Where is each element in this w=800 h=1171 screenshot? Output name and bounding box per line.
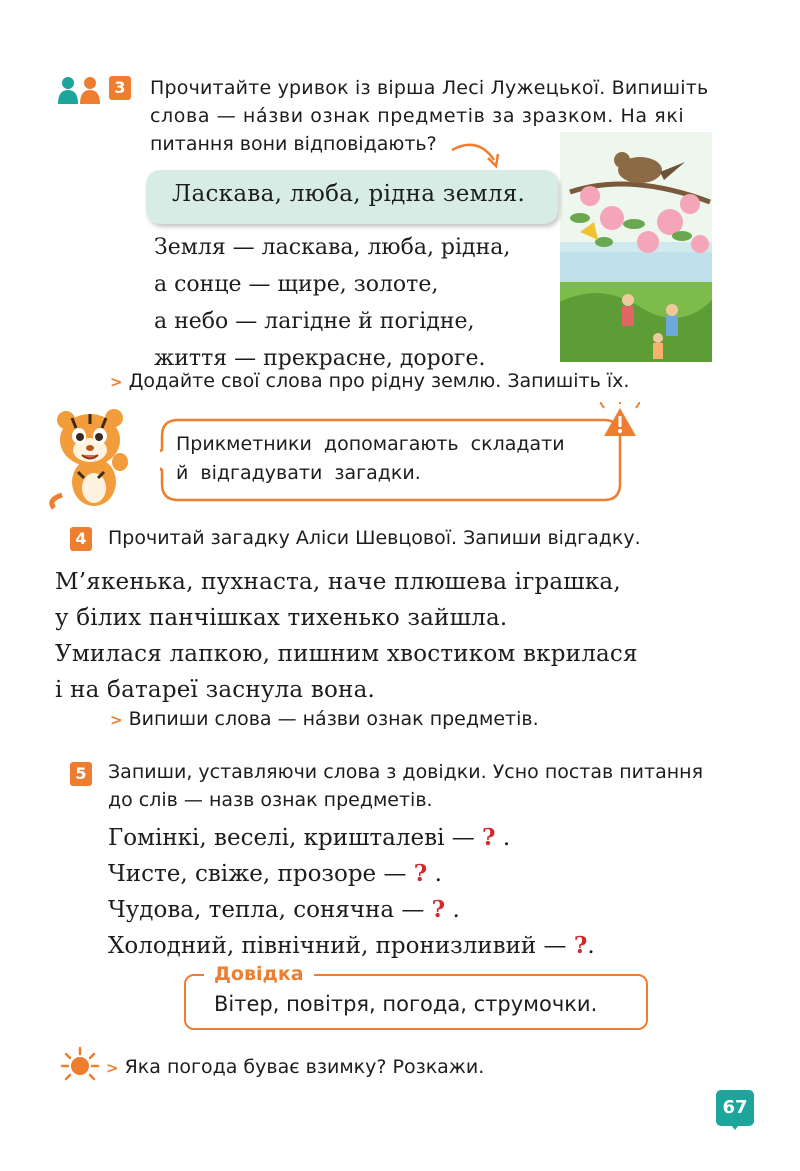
sentence-1	[108, 820, 595, 856]
riddle-line-4: і на батареї заснула вона.	[55, 677, 376, 703]
page-number: 67	[722, 1097, 748, 1118]
task-4-subtask-text: Випиши слова — на́зви ознак предметів.	[128, 708, 539, 730]
poem-line-4: життя — прекрасне, дороге.	[154, 346, 486, 371]
bottom-question-text: Яка погода буває взимку? Розкажи.	[124, 1056, 485, 1078]
warning-icon	[600, 402, 640, 438]
chevron-right-icon: >	[106, 1059, 119, 1077]
chevron-right-icon: >	[110, 373, 123, 391]
task-5-number: 5	[70, 762, 92, 786]
tip-line-1: Прикметники допомагають складати	[176, 433, 565, 455]
curved-arrow-icon	[448, 136, 504, 172]
task-5-line-1: Запиши, уставляючи слова з довідки. Усно постав питання	[108, 761, 704, 783]
sentence-1-end: .	[495, 825, 511, 851]
riddle	[55, 564, 638, 708]
example-text: Ласкава, люба, рідна земля.	[172, 181, 526, 207]
poem-line-3: а небо — лагідне й погідне,	[154, 309, 475, 334]
task-3-line-1: Прочитайте уривок із вірша Лесі Лужецької. Випишіть	[150, 77, 709, 99]
sentence-2-blank: ?	[413, 860, 428, 887]
task-5-instructions	[108, 758, 703, 814]
task-3-line-2: слова — на́зви ознак предметів за зразком. На які	[150, 105, 685, 127]
task-3-subtask	[110, 370, 629, 392]
riddle-line-1: М’якенька, пухнаста, наче плюшева іграшка,	[55, 569, 621, 595]
sentence-2	[108, 856, 595, 892]
reference-title: Довідка	[204, 962, 314, 986]
sentence-3-text: Чудова, тепла, сонячна —	[108, 897, 432, 923]
spring-illustration	[560, 132, 712, 362]
sun-idea-icon	[60, 1046, 104, 1086]
sentence-2-text: Чисте, свіже, прозоре —	[108, 861, 414, 887]
sentence-3-blank: ?	[431, 896, 446, 923]
sentence-1-text: Гомінкі, веселі, кришталеві —	[108, 825, 483, 851]
riddle-line-2: у білих панчішках тихенько зайшла.	[55, 605, 508, 631]
reference-text: Вітер, повітря, погода, струмочки.	[214, 992, 598, 1016]
pair-work-icon	[58, 76, 102, 104]
sentence-4-text: Холодний, північний, пронизливий —	[108, 933, 574, 959]
task-3-line-3: питання вони відповідають?	[150, 133, 437, 155]
sentence-4-end: .	[587, 933, 595, 959]
sentence-2-end: .	[427, 861, 442, 887]
sentence-4-blank: ?	[573, 932, 588, 959]
example-box	[146, 170, 558, 224]
task-3-subtask-text: Додайте свої слова про рідну землю. Запишіть їх.	[128, 370, 630, 392]
poem-line-2: а сонце — щире, золоте,	[154, 272, 439, 297]
poem-line-1: Земля — ласкава, люба, рідна,	[154, 235, 511, 260]
tiger-mascot	[42, 400, 142, 510]
task-5-line-2: до слів — назв ознак предметів.	[108, 789, 433, 811]
reference-box	[184, 963, 648, 1030]
tip-line-2: й відгадувати загадки.	[176, 462, 421, 484]
sentence-3	[108, 892, 595, 928]
chevron-right-icon: >	[110, 711, 123, 729]
page-number-badge	[716, 1090, 754, 1126]
task-4-number: 4	[70, 527, 92, 551]
tip-box	[160, 418, 622, 502]
sentence-4	[108, 928, 595, 964]
poem	[154, 229, 510, 377]
task-4-instructions: Прочитай загадку Аліси Шевцової. Запиши відгадку.	[108, 527, 641, 549]
task-3-number: 3	[109, 76, 131, 100]
task-4-subtask	[110, 708, 539, 730]
bottom-question	[106, 1056, 484, 1078]
task-5-sentences	[108, 820, 595, 964]
sentence-3-end: .	[445, 897, 460, 923]
riddle-line-3: Умилася лапкою, пишним хвостиком вкрилася	[55, 641, 638, 667]
sentence-1-blank: ?	[482, 824, 496, 851]
